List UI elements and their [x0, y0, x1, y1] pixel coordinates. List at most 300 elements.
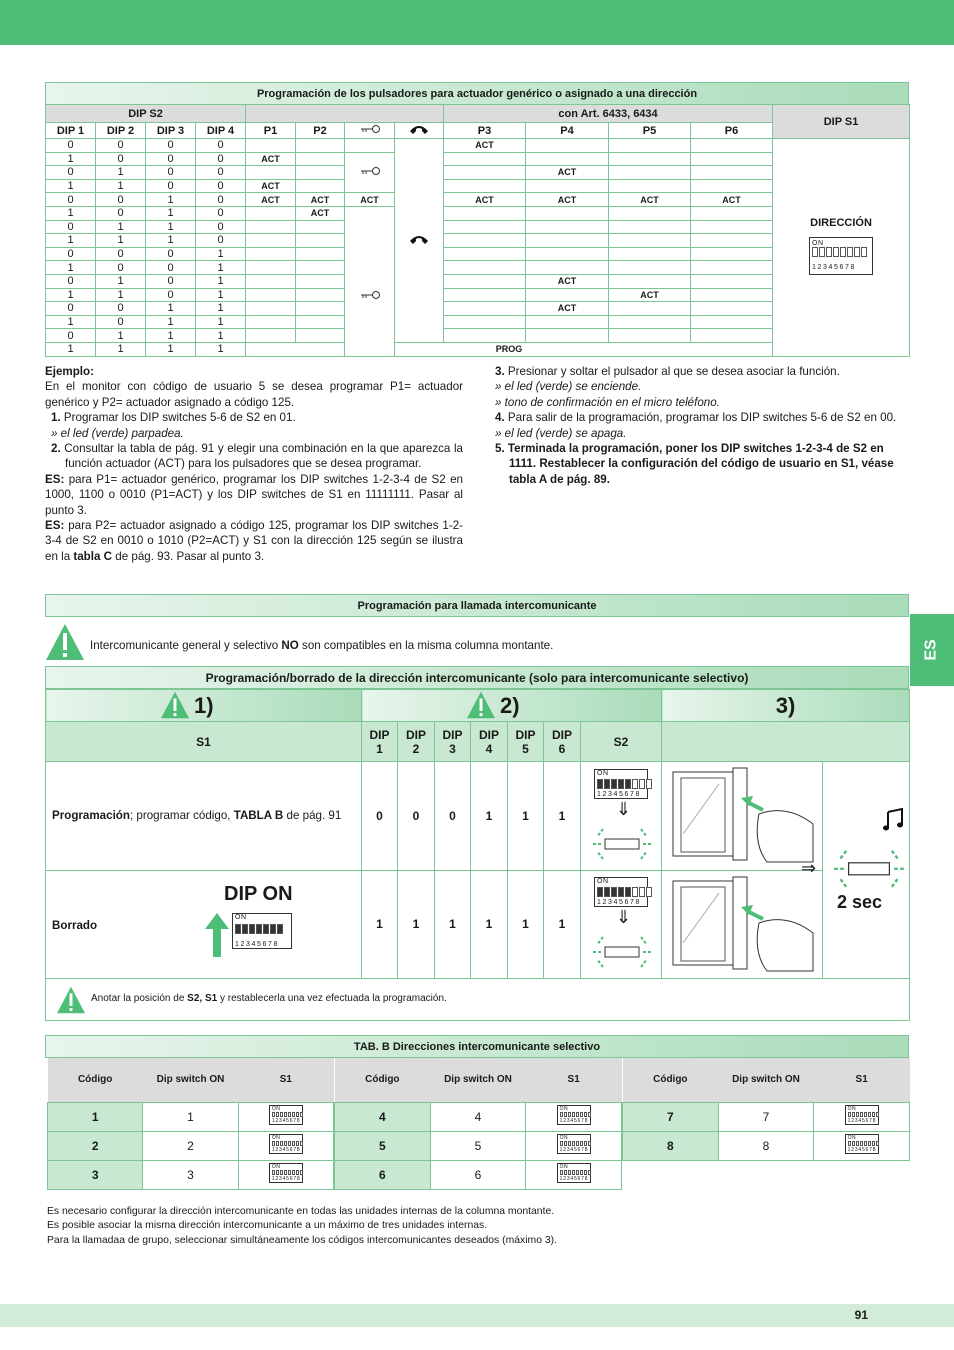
code-cell: 1	[48, 1102, 143, 1131]
dip-label: DIP	[478, 727, 499, 742]
table3-group	[47, 1058, 334, 1190]
table1-cell: 1	[46, 288, 96, 302]
dip-value: 1	[544, 762, 581, 871]
step-5-num: 5.	[495, 442, 505, 456]
table3-header: Dip switch ON	[156, 1074, 225, 1086]
table1-cell	[296, 220, 345, 234]
table1-cell	[609, 139, 691, 153]
table1-cell	[444, 152, 526, 166]
table1-col-header: P6	[691, 123, 773, 139]
warning-icon	[56, 986, 86, 1014]
dip-number: 1	[376, 741, 383, 756]
table1-cell: 0	[96, 261, 146, 275]
table1-cell	[609, 179, 691, 193]
table1-cell	[246, 329, 296, 343]
table1-cell: ACT	[526, 193, 609, 207]
table1-cell: 0	[96, 152, 146, 166]
note-cell	[46, 979, 910, 1021]
table1-cell	[691, 139, 773, 153]
es2-text-b: de pág. 93. Pasar al punto 3.	[112, 549, 265, 563]
table1-cell	[691, 179, 773, 193]
table1-cell	[444, 206, 526, 220]
dip-switch-icon: ON 12345678	[557, 1105, 591, 1125]
dip-switch-icon: ON 12345678	[594, 877, 648, 907]
warning-icon	[160, 691, 190, 719]
table1-cell: 1	[146, 342, 196, 356]
table1-cell: 1	[196, 274, 246, 288]
dip-value: 0	[398, 762, 435, 871]
table1-cell	[444, 220, 526, 234]
borrado-label: Borrado	[52, 918, 98, 932]
dip-header	[471, 722, 508, 762]
dip-on-cell: 2	[143, 1131, 238, 1160]
table1-cell: 1	[196, 247, 246, 261]
table1-cell	[609, 166, 691, 180]
table1-cell	[526, 288, 609, 302]
table1-cell: 0	[96, 139, 146, 153]
table1-cell	[444, 247, 526, 261]
prog-cell: PROG	[246, 342, 773, 356]
s1-cell	[526, 1160, 622, 1189]
table1-cell: 0	[146, 247, 196, 261]
con-art-header: con Art. 6433, 6434	[444, 105, 773, 123]
table1-cell	[526, 261, 609, 275]
table3	[47, 1058, 910, 1190]
dip-on-cell: 5	[430, 1131, 526, 1160]
table1-title: Programación de los pulsadores para actuador genérico o asignado a una dirección	[45, 82, 909, 105]
dip-header	[398, 722, 435, 762]
table1-cell	[691, 329, 773, 343]
table1-cell	[246, 261, 296, 275]
table1-cell	[691, 166, 773, 180]
s1-cell	[238, 1131, 333, 1160]
table3-group	[334, 1058, 622, 1190]
table1-col-header: P1	[246, 123, 296, 139]
table1-col-header: P2	[296, 123, 345, 139]
dip-label: DIP	[442, 727, 463, 742]
table1-cell	[609, 247, 691, 261]
step-4-text: Para salir de la programación, programar los DIP switches 5-6 de S2 en 00.	[507, 411, 897, 425]
dip-number: 5	[522, 741, 529, 756]
dip-switch-icon: ON 12345678	[594, 769, 648, 799]
table3-title: TAB. B Direcciones intercomunicante selectivo	[45, 1035, 909, 1058]
table1-cell: ACT	[444, 193, 526, 207]
step-5-text: Terminada la programación, poner los DIP switches 1-2-3-4 de S2 en 1111. Restablecer la configuración del código de usuario en S1, véase tabla A de pág. 89.	[507, 442, 894, 486]
table1-cell: 0	[46, 220, 96, 234]
step-3-text: Presionar y soltar el pulsador al que se desea asociar la función.	[507, 365, 840, 378]
table1-cell	[691, 247, 773, 261]
dip-on-cell: 3	[143, 1160, 238, 1189]
table1-cell	[246, 288, 296, 302]
table1-cell: 1	[46, 315, 96, 329]
table1-cell: 0	[146, 274, 196, 288]
table1-cell: 0	[196, 179, 246, 193]
led-icon	[589, 825, 655, 868]
step-3-note-2: » tono de confirmación en el micro teléfono.	[495, 395, 720, 409]
table1-cell	[526, 139, 609, 153]
table1-cell	[609, 261, 691, 275]
table3-group	[622, 1058, 910, 1161]
dip-on-cell: 7	[718, 1102, 814, 1131]
dip-value: 1	[471, 870, 508, 979]
table1-col-header: DIP 3	[146, 123, 196, 139]
s2-cell	[581, 762, 662, 871]
table1-col-header: DIP 2	[96, 123, 146, 139]
dip-on-cell: 1	[143, 1102, 238, 1131]
table1-cell: ACT	[444, 139, 526, 153]
s1-cell	[238, 1160, 333, 1189]
table1-cell	[296, 179, 345, 193]
table1-cell: 0	[146, 152, 196, 166]
table1-cell	[296, 152, 345, 166]
table1-cell: 1	[96, 329, 146, 343]
dip-value: 1	[398, 870, 435, 979]
table1-cell: ACT	[691, 193, 773, 207]
table1-cell: 0	[96, 206, 146, 220]
code-cell: 3	[48, 1160, 143, 1189]
step-3-num: 3.	[495, 365, 505, 378]
table1-cell	[296, 288, 345, 302]
table1-cell	[296, 302, 345, 316]
table1-cell: 0	[46, 247, 96, 261]
dip-s2-header: DIP S2	[46, 105, 246, 123]
language-tab: ES	[910, 614, 954, 686]
s1-cell	[526, 1131, 622, 1160]
key-icon	[345, 123, 395, 139]
table1-cell: ACT	[246, 179, 296, 193]
table1-cell: 1	[46, 261, 96, 275]
step-1-note: » el led (verde) parpadea.	[51, 426, 184, 440]
borrado-cell	[46, 870, 362, 979]
dip-value: 1	[508, 762, 544, 871]
step-3-note-1: » el led (verde) se enciende.	[495, 380, 642, 394]
table1-cell	[691, 302, 773, 316]
table1-cell	[246, 234, 296, 248]
s1-cell	[814, 1102, 910, 1131]
table1-cell	[609, 234, 691, 248]
table1-cell: 1	[146, 193, 196, 207]
dip-value: 0	[362, 762, 398, 871]
code-cell: 7	[623, 1102, 719, 1131]
page-number: 91	[854, 1308, 868, 1322]
table3-header: S1	[279, 1074, 292, 1086]
table1-cell: ACT	[526, 274, 609, 288]
dip-switch-s1-all-on: ON 12345678	[232, 913, 292, 949]
table1-cell	[246, 139, 296, 153]
direccion-cell	[773, 139, 910, 357]
es1-label: ES:	[45, 472, 65, 486]
table1-cell: 0	[196, 234, 246, 248]
blank-header	[246, 105, 444, 123]
dip-switch-icon: ON 12345678	[269, 1163, 303, 1183]
table1-cell	[526, 315, 609, 329]
footer-note-3: Para la llamadaa de grupo, seleccionar simultáneamente los códigos intercomunicantes deseados (máximo 3).	[47, 1234, 557, 1246]
dip-on-cell: 8	[718, 1131, 814, 1160]
dip-number: 4	[485, 741, 493, 756]
table1-cell: 1	[196, 329, 246, 343]
table1-cell: 0	[46, 139, 96, 153]
table1-cell	[246, 247, 296, 261]
table1-cell: 0	[146, 261, 196, 275]
dip-switch-icon: ON 12345678	[809, 237, 873, 275]
direccion-label: DIRECCIÓN	[810, 216, 872, 229]
dip-s1-header: DIP S1	[773, 105, 910, 139]
table1-cell: 0	[196, 139, 246, 153]
step-2-text: Consultar la tabla de pág. 91 y elegir una combinación en la que aparezca la función actuador (ACT) para los pulsadores que se desea programar.	[64, 442, 463, 471]
table1-cell	[444, 329, 526, 343]
table1-cell	[691, 234, 773, 248]
table1-cell: 1	[96, 342, 146, 356]
dip-number: 3	[449, 741, 456, 756]
dip-switch-icon: ON 12345678	[269, 1105, 303, 1125]
phone-icon	[395, 123, 444, 139]
table1-cell: 0	[196, 220, 246, 234]
table1-cell: ACT	[526, 166, 609, 180]
dip-switch-icon: ON 12345678	[269, 1134, 303, 1154]
bottom-band	[0, 1304, 954, 1327]
top-band	[0, 0, 954, 45]
table-row	[623, 1102, 910, 1131]
table1-cell	[609, 220, 691, 234]
arrow-up-icon	[204, 913, 230, 957]
table1-cell	[296, 329, 345, 343]
dip-switch-icon: ON 12345678	[557, 1134, 591, 1154]
table1-cell: 1	[146, 234, 196, 248]
table-row	[335, 1131, 622, 1160]
dip-header	[544, 722, 581, 762]
table1-cell	[444, 288, 526, 302]
table1-cell	[345, 139, 395, 153]
table1-cell	[246, 302, 296, 316]
code-cell: 5	[335, 1131, 431, 1160]
table1-cell	[296, 274, 345, 288]
table-row	[623, 1131, 910, 1160]
table1	[45, 104, 910, 357]
es2-bold: tabla C	[73, 549, 113, 563]
es1-text: para P1= actuador genérico, programar los DIP switches 1-2-3-4 de S2 en 1000, 1100 o 0010 (P1=ACT) y los DIP switches de S1 en 11111111. Pasar al punto 3.	[45, 472, 463, 517]
table1-cell	[609, 315, 691, 329]
dip-switch-icon: ON 12345678	[845, 1134, 879, 1154]
s1-cell	[814, 1131, 910, 1160]
dip-label: DIP	[515, 727, 536, 742]
table2	[45, 689, 910, 1021]
table1-cell: 1	[96, 274, 146, 288]
table1-cell	[444, 302, 526, 316]
table-row	[46, 139, 910, 153]
table1-cell	[444, 234, 526, 248]
table-row	[48, 1131, 334, 1160]
table1-cell: 0	[46, 302, 96, 316]
table1-col-header: P3	[444, 123, 526, 139]
footer-note-1: Es necesario configurar la dirección intercomunicante en todas las unidades internas de la columna montante.	[47, 1206, 555, 1217]
table1-cell	[526, 220, 609, 234]
table3-header: S1	[567, 1074, 580, 1086]
phone-icon	[395, 139, 444, 343]
table1-cell	[296, 247, 345, 261]
dip-switch-icon: ON 12345678	[557, 1163, 591, 1183]
table1-cell	[691, 274, 773, 288]
table1-col-header: P4	[526, 123, 609, 139]
es2-label: ES:	[45, 519, 65, 533]
table1-cell: 1	[46, 152, 96, 166]
table1-cell	[526, 152, 609, 166]
table3-header: S1	[855, 1074, 868, 1086]
table1-cell: 1	[146, 315, 196, 329]
monitor-hand-illustration	[662, 762, 823, 871]
table1-cell: 1	[96, 220, 146, 234]
dip-label: DIP	[369, 727, 390, 742]
table3-header: Código	[77, 1074, 113, 1086]
code-cell: 8	[623, 1131, 719, 1160]
table1-cell: ACT	[345, 193, 395, 207]
table1-cell: 0	[96, 247, 146, 261]
table3-header: Código	[365, 1074, 400, 1086]
table-row	[335, 1160, 622, 1189]
dip-number: 6	[558, 741, 566, 756]
dip-switch-icon: ON 12345678	[845, 1105, 879, 1125]
s1-cell	[238, 1102, 333, 1131]
table1-cell: ACT	[296, 193, 345, 207]
table1-cell	[246, 274, 296, 288]
arrow-down-icon: ⇓	[616, 798, 632, 819]
dip-header	[362, 722, 398, 762]
table1-cell: ACT	[246, 193, 296, 207]
programacion-cell: Programación; programar código, TABLA B de pág. 91	[46, 762, 362, 871]
step-1-text: Programar los DIP switches 5-6 de S2 en 01.	[63, 411, 296, 425]
table1-cell	[526, 329, 609, 343]
table1-cell: ACT	[296, 206, 345, 220]
table1-cell: 0	[146, 139, 196, 153]
dip-value: 1	[471, 762, 508, 871]
table1-cell	[246, 166, 296, 180]
table1-cell	[691, 288, 773, 302]
table1-cell	[609, 302, 691, 316]
dip-on-cell: 4	[430, 1102, 526, 1131]
table1-cell: 0	[146, 179, 196, 193]
table1-cell: 1	[96, 288, 146, 302]
table1-cell	[526, 234, 609, 248]
dip-on-cell: 6	[430, 1160, 526, 1189]
table1-cell	[691, 206, 773, 220]
led-icon	[589, 933, 655, 976]
step3-blank	[662, 722, 910, 762]
table1-cell: 0	[96, 302, 146, 316]
table1-cell: 0	[46, 166, 96, 180]
table1-cell: 1	[196, 342, 246, 356]
s1-cell	[526, 1102, 622, 1131]
table1-cell	[296, 139, 345, 153]
table1-cell: 1	[96, 234, 146, 248]
table1-cell: 0	[46, 193, 96, 207]
table-row	[48, 1102, 334, 1131]
step-2-num: 2.	[51, 442, 61, 456]
table1-cell: 0	[46, 274, 96, 288]
warning-icon	[466, 691, 496, 719]
table1-cell	[296, 234, 345, 248]
intercom-title: Programación para llamada intercomunicante	[45, 594, 909, 617]
table1-cell	[296, 315, 345, 329]
monitor-hand-illustration	[662, 870, 823, 979]
dip-value: 1	[508, 870, 544, 979]
step1-label: 1)	[194, 693, 214, 718]
es2-text-a: para P2= actuador asignado a código 125, programar los DIP switches 1-2-3-4 de S2 en 0010 o 1010 (P2=ACT) y S1 con la dirección 125 según se ilustra en la	[45, 519, 463, 563]
table1-cell	[691, 220, 773, 234]
arrow-right-icon: ⇒	[801, 858, 817, 878]
step-1-num: 1.	[51, 411, 61, 425]
key-icon	[345, 152, 395, 193]
table1-cell	[526, 247, 609, 261]
table1-cell: 1	[46, 342, 96, 356]
table1-cell	[526, 179, 609, 193]
footer-note-2: Es posible asociar la misma dirección intercomunicante a un máximo de tres unidades internas.	[47, 1220, 488, 1232]
table1-cell: 0	[96, 315, 146, 329]
table1-cell: 1	[146, 206, 196, 220]
dip-on-label: DIP ON	[224, 882, 293, 905]
two-sec-label: 2 sec	[837, 892, 883, 912]
table1-col-header: P5	[609, 123, 691, 139]
code-cell: 2	[48, 1131, 143, 1160]
dip-header	[435, 722, 471, 762]
dip-number: 2	[412, 741, 420, 756]
table1-cell: 1	[146, 329, 196, 343]
s2-cell	[581, 870, 662, 979]
table1-cell: ACT	[526, 302, 609, 316]
dip-label: DIP	[551, 727, 572, 742]
table1-cell	[609, 329, 691, 343]
table1-cell	[246, 206, 296, 220]
table1-cell: 1	[196, 261, 246, 275]
table1-cell	[691, 152, 773, 166]
table1-cell: 0	[196, 166, 246, 180]
table-row	[48, 1160, 334, 1189]
table3-header: Código	[653, 1074, 688, 1086]
note-text: Anotar la posición de S2, S1 y restablecerla una vez efectuada la programación.	[91, 993, 447, 1004]
table1-cell	[609, 274, 691, 288]
dip-label: DIP	[405, 727, 426, 742]
dip-value: 1	[435, 870, 471, 979]
example-heading: Ejemplo:	[45, 365, 94, 378]
table1-cell: 1	[146, 302, 196, 316]
table1-cell	[246, 315, 296, 329]
table1-cell: 0	[196, 152, 246, 166]
step-4-note: » el led (verde) se apaga.	[495, 426, 627, 440]
table1-cell	[444, 166, 526, 180]
table1-cell	[444, 315, 526, 329]
table1-cell	[691, 261, 773, 275]
table1-cell: 0	[146, 166, 196, 180]
example-right	[495, 364, 909, 487]
intercom-warning: Intercomunicante general y selectivo NO son compatibles en la misma columna montante.	[90, 639, 554, 652]
table1-cell: 0	[196, 206, 246, 220]
table1-cell: 1	[46, 206, 96, 220]
dip-value: 1	[362, 870, 398, 979]
led-icon	[829, 846, 909, 897]
table2-title: Programación/borrado de la dirección intercomunicante (solo para intercomunicante selectivo)	[45, 666, 909, 689]
table1-cell: 0	[96, 193, 146, 207]
table1-cell	[444, 261, 526, 275]
table1-cell: 1	[196, 288, 246, 302]
table1-cell: ACT	[609, 288, 691, 302]
table1-col-header: DIP 1	[46, 123, 96, 139]
table1-cell: 1	[146, 220, 196, 234]
warning-icon	[45, 623, 85, 661]
step2-label: 2)	[500, 693, 520, 718]
table1-cell	[526, 206, 609, 220]
step3-label: 3)	[662, 690, 910, 722]
led-2sec-cell	[801, 762, 910, 979]
code-cell: 4	[335, 1102, 431, 1131]
table-row	[335, 1102, 622, 1131]
